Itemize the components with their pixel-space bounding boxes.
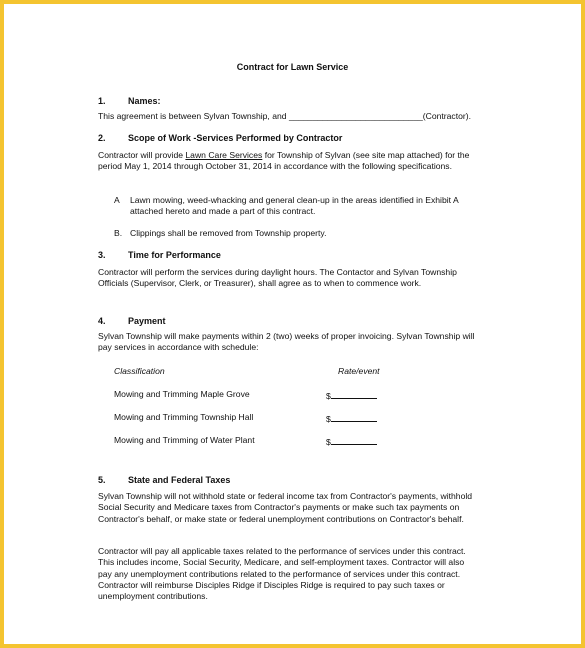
section-5-heading [98,475,230,486]
section-5-paragraph-1: Sylvan Township will not withhold state or federal income tax from Contractor's payments, withhold Social Security and Medicare taxes from Contractor's payments or make such tax payments on Contractor's behalf, or make state or federal unemployment contributions on Contractor's behalf. [98,491,473,524]
spec-item-letter: B. [114,228,123,238]
contractor-blank: ____________________________ [288,111,423,121]
section-2-number: 2. [98,133,106,143]
section-5-number: 5. [98,475,106,485]
section-5-title: State and Federal Taxes [128,475,231,485]
payment-row-label: Mowing and Trimming Township Hall [114,412,254,422]
lawn-care-services-link: Lawn Care Services [185,150,263,160]
payment-row-rate: $ [326,389,377,402]
section-2-title: Scope of Work -Services Performed by Contractor [128,133,343,143]
section-4-heading [98,316,166,327]
section-4-number: 4. [98,316,106,326]
section-1-text [98,111,498,122]
spec-item-text: Clippings shall be removed from Township property. [130,228,327,238]
payment-row-rate: $ [326,412,377,425]
section-3-title: Time for Performance [128,250,221,260]
section-3-text: Contractor will perform the services during daylight hours. The Contactor and Sylvan Township Officials (Supervisor, Clerk, or Treasurer), shall agree as to when to commence work. [98,267,457,289]
rate-header: Rate/event [338,366,380,376]
section-1-number: 1. [98,96,106,106]
spec-item-text: Lawn mowing, weed-whacking and general clean-up in the areas identified in Exhibit A attached hereto and made a part of this contract. [130,195,459,217]
section-3-heading [98,250,221,261]
payment-row-label: Mowing and Trimming Maple Grove [114,389,250,399]
section-3-number: 3. [98,250,106,260]
section-4-title: Payment [128,316,166,326]
spec-item-letter: A [114,195,120,205]
scope-text-after: for Township of Sylvan (see site map attached) for the period May 1, 2014 through October 31, 2014 in accordance with the following specifications. [98,150,470,172]
payment-row-rate: $ [326,435,377,448]
section-1-heading [98,96,161,107]
section-2-heading [98,133,342,144]
document-page [4,4,581,644]
section-4-text: Sylvan Township will make payments within 2 (two) weeks of proper invoicing. Sylvan Township will pay services in accordance with schedule: [98,331,475,353]
section-1-title: Names: [128,96,161,106]
names-text: This agreement is between Sylvan Township, and [98,111,287,121]
page-frame [4,4,581,644]
section-2-text [98,150,474,173]
classification-header: Classification [114,366,165,376]
scope-text-before: Contractor will provide [98,150,184,160]
payment-row-label: Mowing and Trimming of Water Plant [114,435,255,445]
document-title: Contract for Lawn Service [236,62,349,72]
section-5-paragraph-2: Contractor will pay all applicable taxes related to the performance of services under this contract. This includes income, Social Security, Medicare, and self-employment taxes. Contractor will also pay any unemployment contributions related to the performance of services under this contract. Contractor will reimburse Disciples Ridge if Disciples Ridge is required to pay such taxes or unemployment contributions. [98,546,466,602]
contractor-label: (Contractor). [422,111,471,121]
